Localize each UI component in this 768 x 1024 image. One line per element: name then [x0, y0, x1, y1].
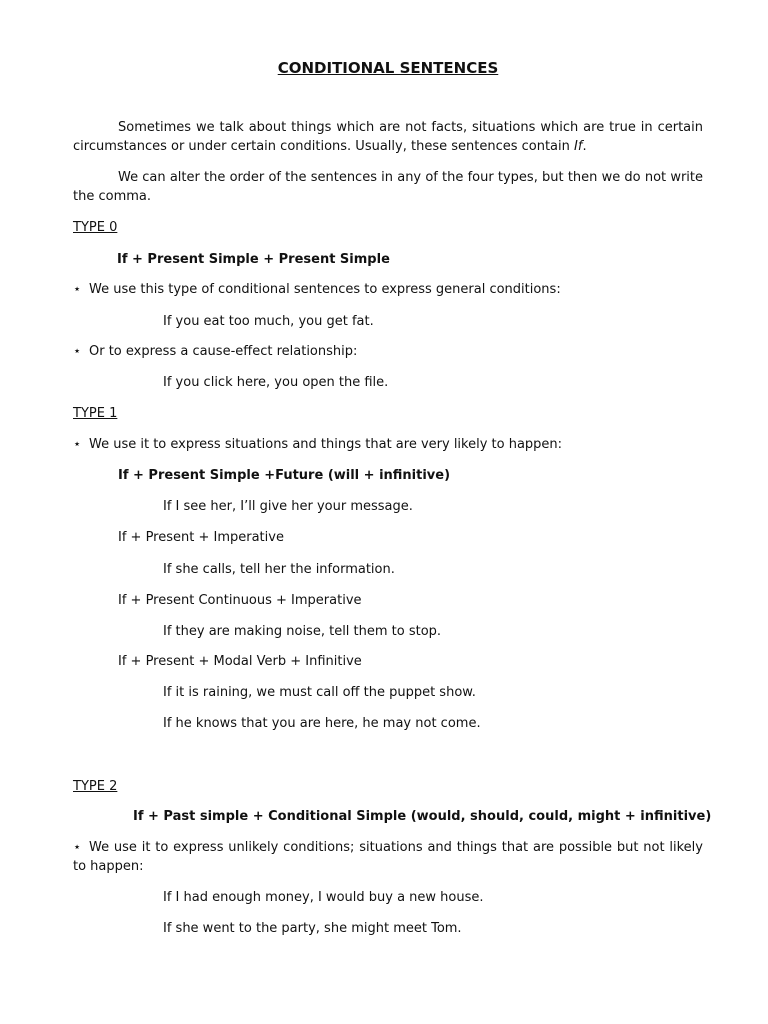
type0-example-2: If you click here, you open the file.: [163, 375, 389, 390]
type1-formula: If + Present Simple +Future (will + infinitive): [118, 468, 451, 483]
intro-paragraph-1: [73, 118, 703, 156]
intro-paragraph-1-text: Sometimes we talk about things which are not facts, situations which are true in certain circumstances or under certain conditions. Usually, these sentences contain: [73, 120, 703, 154]
intro-paragraph-2: [73, 168, 703, 206]
type1-example-1: If I see her, I’ll give her your message.: [163, 499, 413, 514]
type0-formula: If + Present Simple + Present Simple: [117, 252, 390, 267]
type0-bullet-2: [73, 342, 357, 361]
type0-bullet-1-text: We use this type of conditional sentences to express general conditions:: [89, 282, 561, 297]
type2-example-1: If I had enough money, I would buy a new house.: [163, 890, 484, 905]
star-bullet-icon: ⋆: [73, 840, 82, 855]
intro-paragraph-2-text: We can alter the order of the sentences in any of the four types, but then we do not write the comma.: [73, 170, 703, 204]
type1-example-5: If he knows that you are here, he may not come.: [163, 716, 481, 731]
type0-heading: TYPE 0: [73, 220, 118, 235]
type2-bullet-1-text: We use it to express unlikely conditions; situations and things that are possible but not likely to happen:: [73, 840, 703, 874]
star-bullet-icon: ⋆: [73, 437, 82, 452]
type2-heading: TYPE 2: [73, 779, 118, 794]
type1-sub-formula-2: If + Present Continuous + Imperative: [118, 593, 362, 608]
type1-example-2: If she calls, tell her the information.: [163, 562, 395, 577]
type2-formula: If + Past simple + Conditional Simple (would, should, could, might + infinitive): [133, 809, 712, 824]
star-bullet-icon: ⋆: [73, 282, 82, 297]
type2-example-2: If she went to the party, she might meet Tom.: [163, 921, 462, 936]
type1-sub-formula-1: If + Present + Imperative: [118, 530, 284, 545]
type1-bullet-1: [73, 435, 562, 454]
type0-bullet-2-text: Or to express a cause-effect relationship:: [89, 344, 358, 359]
page-title: CONDITIONAL SENTENCES: [277, 59, 499, 77]
type1-example-4: If it is raining, we must call off the puppet show.: [163, 685, 476, 700]
type1-sub-formula-3: If + Present + Modal Verb + Infinitive: [118, 654, 362, 669]
type0-bullet-1: [73, 280, 561, 299]
star-bullet-icon: ⋆: [73, 344, 82, 359]
intro-paragraph-1-end: .: [582, 139, 587, 154]
intro-if-word: If: [574, 139, 583, 154]
type1-bullet-1-text: We use it to express situations and things that are very likely to happen:: [89, 437, 563, 452]
type0-example-1: If you eat too much, you get fat.: [163, 314, 374, 329]
type2-bullet-1: [73, 838, 703, 876]
type1-heading: TYPE 1: [73, 406, 118, 421]
type1-example-3: If they are making noise, tell them to stop.: [163, 624, 442, 639]
